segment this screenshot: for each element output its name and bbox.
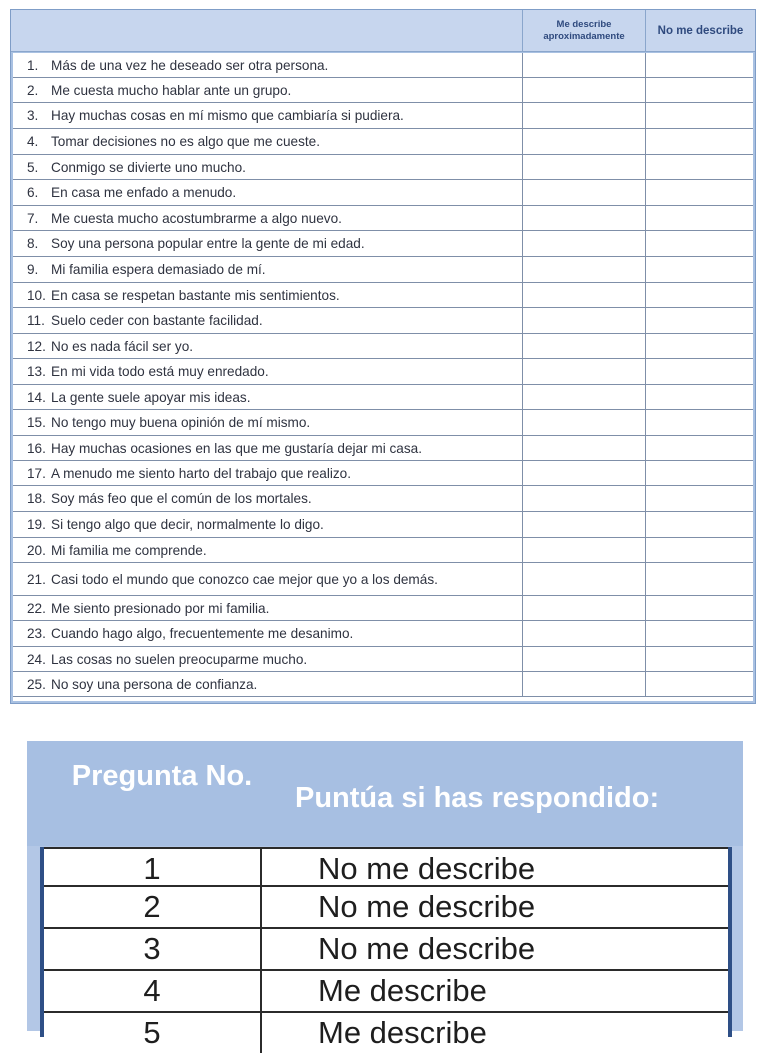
statement-label: En mi vida todo está muy enredado. (51, 364, 269, 379)
header-scoring-rule: Puntúa si has respondido: (295, 782, 660, 814)
scoring-header (27, 741, 743, 846)
statement-label: Cuando hago algo, frecuentemente me desanimo. (51, 626, 354, 641)
questionnaire-row (13, 206, 753, 231)
questionnaire-row (13, 647, 753, 672)
answer-cell-no[interactable] (645, 563, 753, 595)
questionnaire-row (13, 155, 753, 180)
questionnaire-row (13, 385, 753, 410)
statement-label: Mi familia me comprende. (51, 542, 207, 558)
questionnaire-row (13, 486, 753, 512)
statement-text (13, 78, 522, 102)
answer-cell-approx[interactable] (522, 206, 645, 230)
item-number: 10. (27, 287, 46, 303)
questionnaire-row (13, 512, 753, 538)
item-number: 11. (27, 313, 45, 328)
statement-label: Si tengo algo que decir, normalmente lo digo. (51, 517, 324, 532)
item-number: 12. (27, 338, 46, 354)
item-number: 19. (27, 517, 46, 532)
questionnaire-row (13, 53, 753, 78)
statement-text (13, 596, 522, 620)
answer-cell-approx[interactable] (522, 672, 645, 696)
item-number: 6. (27, 185, 39, 200)
statement-text (13, 155, 522, 179)
answer-cell-no[interactable] (645, 308, 753, 333)
statement-label: Suelo ceder con bastante facilidad. (51, 313, 263, 328)
statement-text (13, 563, 522, 595)
answer-cell-approx[interactable] (522, 53, 645, 77)
item-number: 9. (27, 262, 39, 277)
statement-text (13, 486, 522, 511)
scoring-answer: Me describe (260, 1013, 728, 1053)
item-number: 18. (27, 491, 46, 506)
statement-text (13, 621, 522, 646)
answer-cell-no[interactable] (645, 180, 753, 205)
answer-cell-approx[interactable] (522, 410, 645, 435)
questionnaire-row (13, 538, 753, 563)
statement-text (13, 103, 522, 128)
statement-label: La gente suele apoyar mis ideas. (51, 389, 251, 405)
answer-cell-no[interactable] (645, 334, 753, 358)
questionnaire-row (13, 563, 753, 596)
statement-label: Mi familia espera demasiado de mí. (51, 262, 266, 277)
item-number: 25. (27, 676, 46, 692)
answer-cell-no[interactable] (645, 231, 753, 256)
questionnaire-row (13, 231, 753, 257)
item-number: 16. (27, 440, 46, 456)
answer-cell-no[interactable] (645, 486, 753, 511)
answer-cell-no[interactable] (645, 647, 753, 671)
answer-cell-no[interactable] (645, 206, 753, 230)
item-number: 14. (27, 389, 46, 405)
scoring-answer: No me describe (260, 849, 728, 889)
scoring-row (44, 927, 728, 969)
answer-cell-approx[interactable] (522, 257, 645, 282)
scoring-answer: No me describe (260, 887, 728, 927)
statement-label: No es nada fácil ser yo. (51, 338, 194, 354)
statement-label: Soy una persona popular entre la gente de mi edad. (51, 236, 365, 251)
answer-cell-no[interactable] (645, 410, 753, 435)
item-number: 22. (27, 600, 46, 616)
statement-text (13, 231, 522, 256)
answer-cell-approx[interactable] (522, 563, 645, 595)
answer-cell-approx[interactable] (522, 231, 645, 256)
statement-text (13, 512, 522, 537)
statement-text (13, 436, 522, 460)
questionnaire-row (13, 672, 753, 697)
item-number: 20. (27, 542, 46, 558)
questionnaire-row (13, 334, 753, 359)
questionnaire-row (13, 621, 753, 647)
questionnaire-row (13, 78, 753, 103)
item-number: 2. (27, 82, 39, 98)
question-number: 3 (143, 931, 161, 966)
statement-label: Me cuesta mucho acostumbrarme a algo nuevo. (51, 210, 342, 226)
scoring-key-table (27, 741, 743, 1050)
answer-cell-approx[interactable] (522, 621, 645, 646)
answer-cell-approx[interactable] (522, 385, 645, 409)
item-number: 13. (27, 364, 46, 379)
scoring-row (44, 969, 728, 1011)
questionnaire-row (13, 436, 753, 461)
answer-cell-approx[interactable] (522, 647, 645, 671)
answer-cell-no[interactable] (645, 538, 753, 562)
questionnaire-row (13, 461, 753, 486)
answer-cell-approx[interactable] (522, 436, 645, 460)
answer-cell-no[interactable] (645, 672, 753, 696)
scoring-body (40, 847, 732, 1050)
scoring-answer: No me describe (260, 929, 728, 969)
answer-cell-no[interactable] (645, 385, 753, 409)
answer-cell-no[interactable] (645, 461, 753, 485)
statement-label: Hay muchas cosas en mí mismo que cambiaría si pudiera. (51, 108, 404, 123)
answer-cell-no[interactable] (645, 359, 753, 384)
item-number: 17. (27, 465, 46, 481)
item-number: 4. (27, 134, 39, 149)
answer-cell-approx[interactable] (522, 155, 645, 179)
statement-text (13, 180, 522, 205)
item-number: 7. (27, 210, 39, 226)
questionnaire-row (13, 596, 753, 621)
statement-label: Conmigo se divierte uno mucho. (51, 159, 246, 175)
scoring-row (44, 847, 728, 889)
question-number: 2 (143, 889, 161, 924)
answer-cell-approx[interactable] (522, 180, 645, 205)
answer-cell-no[interactable] (645, 78, 753, 102)
statement-text (13, 308, 522, 333)
questionnaire-header (11, 10, 755, 52)
item-number: 15. (27, 415, 46, 430)
statement-label: Casi todo el mundo que conozco cae mejor que yo a los demás. (51, 571, 438, 587)
answer-cell-approx[interactable] (522, 359, 645, 384)
answer-cell-approx[interactable] (522, 283, 645, 307)
statement-label: Hay muchas ocasiones en las que me gustaría dejar mi casa. (51, 440, 422, 456)
statement-text (13, 385, 522, 409)
statement-text (13, 359, 522, 384)
item-number: 21. (27, 571, 46, 587)
item-number: 1. (27, 57, 39, 73)
answer-cell-no[interactable] (645, 283, 753, 307)
header-no-column: No me describe (645, 10, 755, 52)
header-statement-column (11, 10, 522, 52)
answer-cell-no[interactable] (645, 512, 753, 537)
item-number: 8. (27, 236, 39, 251)
answer-cell-approx[interactable] (522, 486, 645, 511)
statement-text (13, 206, 522, 230)
answer-cell-approx[interactable] (522, 512, 645, 537)
statement-label: Me siento presionado por mi familia. (51, 600, 270, 616)
header-approx-column: Me describe aproximadamente (522, 10, 645, 52)
statement-label: Tomar decisiones no es algo que me cueste. (51, 134, 321, 149)
item-number: 5. (27, 159, 39, 175)
answer-cell-approx[interactable] (522, 78, 645, 102)
answer-cell-no[interactable] (645, 155, 753, 179)
answer-cell-no[interactable] (645, 257, 753, 282)
scoring-row (44, 1011, 728, 1053)
statement-text (13, 283, 522, 307)
answer-cell-approx[interactable] (522, 103, 645, 128)
statement-label: Soy más feo que el común de los mortales. (51, 491, 312, 506)
statement-text (13, 334, 522, 358)
answer-cell-no[interactable] (645, 436, 753, 460)
question-number: 1 (143, 851, 161, 886)
header-question-number: Pregunta No. (71, 760, 253, 792)
statement-text (13, 410, 522, 435)
statement-text (13, 53, 522, 77)
answer-cell-approx[interactable] (522, 129, 645, 154)
question-number: 5 (143, 1015, 161, 1050)
item-number: 24. (27, 651, 46, 667)
item-number: 3. (27, 108, 39, 123)
statement-label: No soy una persona de confianza. (51, 676, 258, 692)
item-number: 23. (27, 626, 46, 641)
questionnaire-row (13, 283, 753, 308)
statement-text (13, 672, 522, 696)
answer-cell-no[interactable] (645, 53, 753, 77)
questionnaire-body (13, 53, 753, 701)
questionnaire-row (13, 180, 753, 206)
answer-cell-no[interactable] (645, 596, 753, 620)
answer-cell-no[interactable] (645, 621, 753, 646)
statement-label: Las cosas no suelen preocuparme mucho. (51, 651, 308, 667)
scoring-answer: Me describe (260, 971, 728, 1011)
answer-cell-no[interactable] (645, 103, 753, 128)
statement-label: En casa se respetan bastante mis sentimientos. (51, 287, 340, 303)
questionnaire-row (13, 103, 753, 129)
questionnaire-row (13, 257, 753, 283)
statement-label: En casa me enfado a menudo. (51, 185, 237, 200)
scoring-row (44, 885, 728, 927)
statement-label: Me cuesta mucho hablar ante un grupo. (51, 82, 292, 98)
statement-text (13, 129, 522, 154)
question-number: 4 (143, 973, 161, 1008)
questionnaire-row (13, 359, 753, 385)
questionnaire-table (10, 9, 756, 704)
statement-label: A menudo me siento harto del trabajo que realizo. (51, 465, 352, 481)
statement-label: No tengo muy buena opinión de mí mismo. (51, 415, 311, 430)
answer-cell-approx[interactable] (522, 538, 645, 562)
statement-label: Más de una vez he deseado ser otra persona. (51, 57, 329, 73)
statement-text (13, 647, 522, 671)
answer-cell-approx[interactable] (522, 334, 645, 358)
statement-text (13, 461, 522, 485)
questionnaire-row (13, 308, 753, 334)
answer-cell-approx[interactable] (522, 308, 645, 333)
statement-text (13, 257, 522, 282)
questionnaire-row (13, 410, 753, 436)
statement-text (13, 538, 522, 562)
answer-cell-no[interactable] (645, 129, 753, 154)
answer-cell-approx[interactable] (522, 461, 645, 485)
questionnaire-row (13, 129, 753, 155)
answer-cell-approx[interactable] (522, 596, 645, 620)
